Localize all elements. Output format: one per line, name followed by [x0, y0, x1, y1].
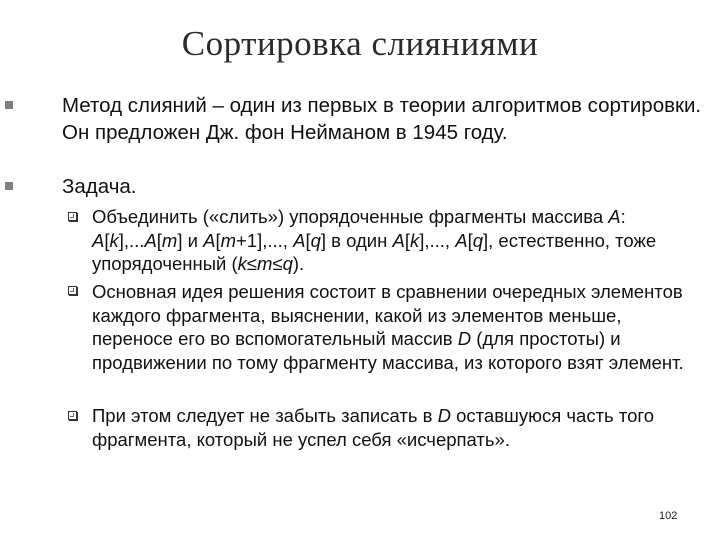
square-bullet-icon — [5, 101, 13, 109]
checkbox-bullet-icon — [68, 411, 77, 420]
checkbox-bullet-icon — [68, 212, 77, 221]
subitem-merge-task: Объединить («слить») упорядоченные фрагменты массива A: A[k],...A[m] и A[m+1],..., A[q] в один A[k],..., A[q], естественно, тоже упорядоченный (k≤m≤q). — [92, 206, 657, 274]
subitem-remaining: При этом следует не забыть записать в D оставшуюся часть того фрагмента, который не успел себя «исчерпать». — [92, 405, 655, 450]
slide-title: Сортировка слияниями — [181, 24, 539, 63]
checkbox-bullet-icon — [68, 286, 77, 295]
bullet-text-task: Задача. — [62, 175, 137, 198]
square-bullet-icon — [5, 182, 13, 190]
subitem-main-idea: Основная идея решения состоит в сравнении очередных элементов каждого фрагмента, выяснении, какой из элементов меньше, переносе его во вспомогательный массив D (для простоты) и продвижении по тому фрагменту массива, из которого взят элемент. — [92, 281, 684, 373]
page-number: 102 — [659, 510, 678, 522]
bullet-text-method: Метод слияний – один из первых в теории алгоритмов сортировки. Он предложен Дж. фон Нейманом в 1945 году. — [62, 94, 702, 144]
